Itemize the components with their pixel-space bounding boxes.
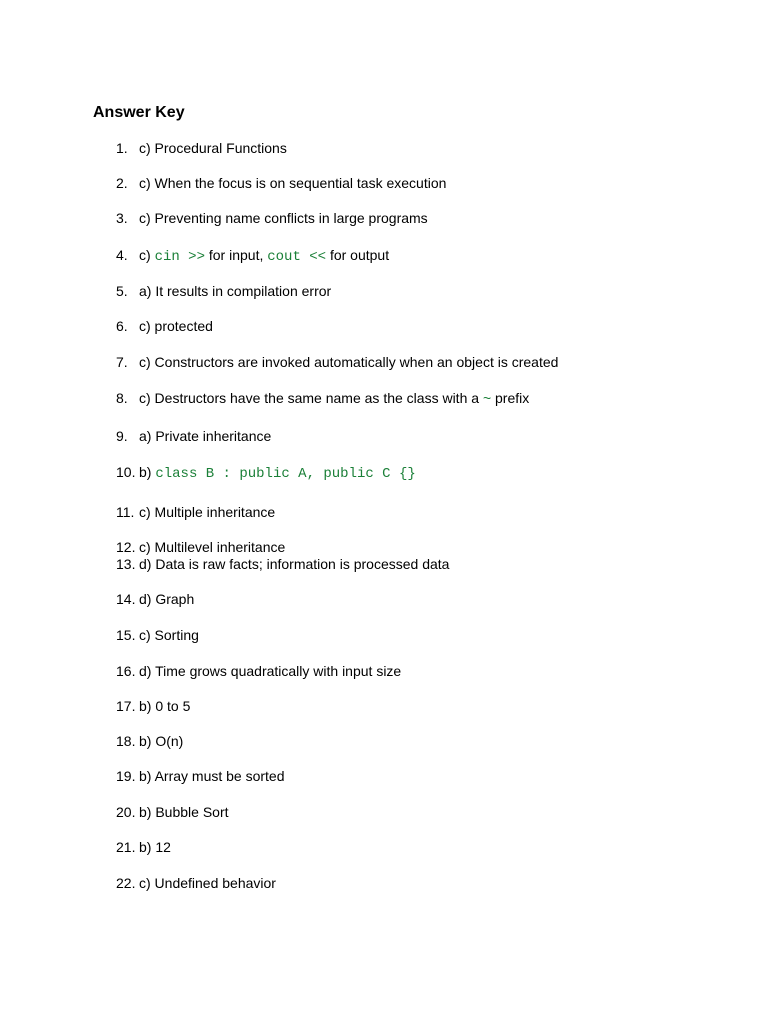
- item-number: 17.: [116, 698, 136, 714]
- item-number: 22.: [116, 875, 136, 891]
- item-text: d) Data is raw facts; information is processed data: [139, 556, 450, 572]
- item-number: 7.: [116, 354, 128, 370]
- item-text: d) Time grows quadratically with input size: [139, 663, 402, 679]
- item-text: b) O(n): [139, 733, 184, 749]
- answer-item-1: [116, 139, 287, 157]
- answer-item-20: [116, 803, 229, 821]
- item-text: b) Bubble Sort: [139, 804, 229, 820]
- answer-item-15: [116, 626, 199, 644]
- answer-item-14: [116, 590, 194, 608]
- answer-item-3: [116, 209, 428, 227]
- item-text: c) Undefined behavior: [139, 875, 276, 891]
- item-text: a) Private inheritance: [139, 428, 272, 444]
- page-title: Answer Key: [93, 104, 185, 121]
- answer-item-22: [116, 874, 276, 892]
- item-number: 18.: [116, 733, 136, 749]
- answer-item-8: [116, 389, 529, 407]
- answer-item-18: [116, 732, 183, 750]
- item-number: 10.: [116, 464, 136, 480]
- item-text: b) 0 to 5: [139, 698, 191, 714]
- item-number: 15.: [116, 627, 136, 643]
- answer-item-12: [116, 538, 285, 556]
- item-text-prefix: b): [139, 464, 156, 480]
- item-number: 3.: [116, 210, 128, 226]
- answer-item-2: [116, 174, 446, 192]
- item-text: c) Preventing name conflicts in large programs: [139, 210, 428, 226]
- answer-item-10: [116, 463, 416, 483]
- item-text: c) When the focus is on sequential task execution: [139, 175, 447, 191]
- item-number: 9.: [116, 428, 128, 444]
- item-number: 13.: [116, 556, 136, 572]
- item-number: 21.: [116, 839, 136, 855]
- item-number: 20.: [116, 804, 136, 820]
- item-number: 2.: [116, 175, 128, 191]
- item-number: 11.: [116, 504, 135, 520]
- answer-item-19: [116, 767, 285, 785]
- item-number: 14.: [116, 591, 136, 607]
- item-number: 8.: [116, 390, 128, 406]
- answer-item-9: [116, 427, 271, 445]
- item-text: c) protected: [139, 318, 213, 334]
- item-text: d) Graph: [139, 591, 195, 607]
- item-text-prefix: c) Destructors have the same name as the class with a: [139, 390, 483, 406]
- item-text-suffix: for output: [326, 247, 390, 263]
- code-snippet-output: cout <<: [267, 249, 327, 265]
- item-text-middle: for input,: [204, 247, 268, 263]
- item-text-prefix: c): [139, 247, 155, 263]
- item-text: c) Multiple inheritance: [139, 504, 276, 520]
- item-text: a) It results in compilation error: [139, 283, 332, 299]
- item-text: c) Sorting: [139, 627, 199, 643]
- code-snippet-input: cin >>: [154, 249, 205, 265]
- item-number: 1.: [116, 140, 128, 156]
- item-text: c) Multilevel inheritance: [139, 539, 286, 555]
- answer-item-4: [116, 246, 389, 266]
- answer-item-13: [116, 555, 449, 573]
- item-number: 4.: [116, 247, 128, 263]
- answer-item-6: [116, 317, 213, 335]
- item-text: c) Procedural Functions: [139, 140, 287, 156]
- item-number: 19.: [116, 768, 136, 784]
- item-text-suffix: prefix: [491, 390, 530, 406]
- answer-item-16: [116, 662, 401, 680]
- answer-item-7: [116, 353, 558, 371]
- code-snippet-class: class B : public A, public C {}: [155, 466, 416, 482]
- tilde-symbol: ~: [482, 390, 492, 406]
- answer-item-11: [116, 503, 275, 521]
- item-number: 6.: [116, 318, 128, 334]
- item-number: 12.: [116, 539, 136, 555]
- item-text: c) Constructors are invoked automatically when an object is created: [139, 354, 559, 370]
- item-text: b) 12: [139, 839, 171, 855]
- item-number: 5.: [116, 283, 128, 299]
- item-number: 16.: [116, 663, 136, 679]
- answer-item-17: [116, 697, 190, 715]
- answer-item-5: [116, 282, 331, 300]
- item-text: b) Array must be sorted: [139, 768, 285, 784]
- answer-item-21: [116, 838, 171, 856]
